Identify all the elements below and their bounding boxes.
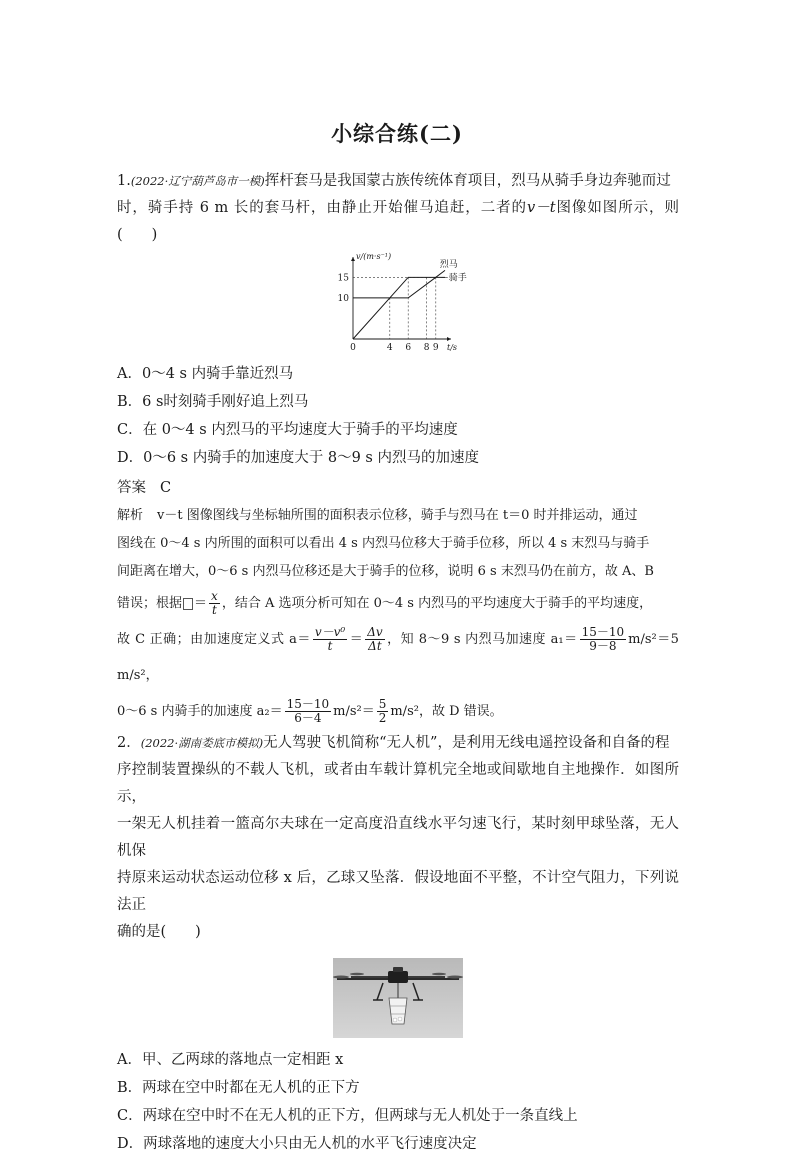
golf-ball xyxy=(393,1018,397,1022)
frac-num: x xyxy=(211,589,218,603)
propeller xyxy=(333,976,349,979)
drone-gps xyxy=(393,967,403,972)
q2-option-a: A．甲、乙两球的落地点一定相距 x xyxy=(117,1052,344,1068)
analysis-line5a: 故 C 正确；由加速度定义式 a＝ xyxy=(117,632,311,647)
q2-text-line5: 确的是( ) xyxy=(117,924,201,940)
x-tick-label: 9 xyxy=(432,343,439,353)
analysis-label: 解析 xyxy=(117,508,144,523)
placeholder-box xyxy=(183,598,193,610)
q1-source: (2022·辽宁葫芦岛市一模) xyxy=(130,174,265,188)
page-title: 小综合练(二) xyxy=(331,121,463,146)
analysis-line2: 图线在 0～4 s 内所围的面积可以看出 4 s 内烈马位移大于骑手位移，所以 4 s 末烈马与骑手 xyxy=(117,536,650,551)
frac-result xyxy=(377,698,389,725)
analysis-line3: 间距离在增大，0～6 s 内烈马位移还是大于骑手的位移，说明 6 s 末烈马仍在前方，故 A、B xyxy=(117,564,654,579)
frac-den: t xyxy=(327,639,333,653)
q2-text-line1: 无人驾驶飞机简称“无人机”，是利用无线电遥控设备和自备的程 xyxy=(263,735,670,751)
frac-x-over-t xyxy=(209,590,220,617)
series-line-rider xyxy=(353,277,445,339)
analysis-line5b: ，知 8～9 s 内烈马加速度 a₁＝ xyxy=(386,632,578,647)
q1-text-line1: 挥杆套马是我国蒙古族传统体育项目，烈马从骑手身边奔驰而过 xyxy=(264,173,671,189)
x-tick-label: 6 xyxy=(405,343,412,353)
analysis-line5c: m/s²＝5 m/s²， xyxy=(117,632,679,683)
q2-text-line2: 序控制装置操纵的不载人飞机，或者由车载计算机完全地或间歇地自主地操作．如图所示， xyxy=(117,762,679,805)
analysis-line4b: ，结合 A 选项分析可知在 0～4 s 内烈马的平均速度大于骑手的平均速度， xyxy=(221,596,653,611)
q2-text-line3: 一架无人机挂着一篮高尔夫球在一定高度沿直线水平匀速飞行，某时刻甲球坠落，无人机保 xyxy=(117,816,679,859)
frac-den: t xyxy=(212,603,217,617)
answer-label: 答案 xyxy=(117,480,146,496)
q1-option-b: B．6 s时刻骑手刚好追上烈马 xyxy=(117,394,309,410)
q1-text-line2b: 图像如图所示，则( ) xyxy=(117,200,679,243)
frac-den: 9－8 xyxy=(589,639,617,653)
analysis-line4a: 错误；根据 xyxy=(117,596,183,611)
q2-number: 2． xyxy=(117,735,141,751)
q2-option-b: B．两球在空中时都在无人机的正下方 xyxy=(117,1080,360,1096)
analysis-line5-eq: ＝ xyxy=(349,632,364,647)
vt-chart xyxy=(333,252,467,358)
series-line-horse xyxy=(353,270,445,298)
frac-den: Δt xyxy=(368,639,382,653)
drone-photo xyxy=(333,958,463,1038)
golf-basket xyxy=(389,998,407,1024)
analysis-line1: v－t 图像图线与坐标轴所围的面积表示位移，骑手与烈马在 t＝0 时并排运动，通过 xyxy=(157,508,638,523)
vt-chart-container xyxy=(333,252,467,358)
frac-a2 xyxy=(285,698,332,725)
q1-option-a: A．0～4 s 内骑手靠近烈马 xyxy=(117,366,294,382)
x-tick-label: 0 xyxy=(350,343,356,353)
frac-num: Δv xyxy=(367,625,383,639)
y-axis-arrow xyxy=(351,257,355,261)
y-tick-label: 15 xyxy=(337,273,349,284)
y-axis-label: v/(m·s⁻¹) xyxy=(356,252,392,261)
frac-a1 xyxy=(580,626,627,653)
y-tick-label: 10 xyxy=(337,293,349,304)
q1-stem xyxy=(117,168,679,249)
q1-text-line2: 时，骑手持 6 m 长的套马杆，由静止开始催马追赶，二者的 xyxy=(117,200,527,216)
content xyxy=(117,168,679,1158)
propeller xyxy=(350,973,364,976)
frac-den: 6－4 xyxy=(294,711,322,725)
analysis-line4 xyxy=(117,586,679,622)
q1-analysis xyxy=(117,502,679,730)
frac-num: 5 xyxy=(378,697,387,711)
q2-text-line4: 持原来运动状态运动位移 x 后，乙球又坠落．假设地面不平整，不计空气阻力，下列说法正 xyxy=(117,870,679,913)
frac-den: 2 xyxy=(378,711,387,725)
propeller xyxy=(432,973,446,976)
drone-body xyxy=(388,971,408,983)
q2-option-c: C．两球在空中时不在无人机的正下方，但两球与无人机处于一条直线上 xyxy=(117,1108,578,1124)
frac-num: 15－10 xyxy=(581,625,625,639)
analysis-line6c: m/s²，故 D 错误。 xyxy=(390,704,503,719)
golf-ball xyxy=(398,1017,402,1021)
propeller xyxy=(447,976,463,979)
q1-answer xyxy=(117,474,679,502)
q2-source: (2022·湖南娄底市模拟) xyxy=(140,736,264,750)
drone-image xyxy=(333,958,463,1038)
q1-number: 1. xyxy=(117,173,131,189)
series-label-horse: 烈马 xyxy=(439,260,458,271)
series-label-rider: 骑手 xyxy=(448,273,467,284)
frac-num: 15－10 xyxy=(286,697,330,711)
q2-stem xyxy=(117,730,679,946)
frac-accel-def xyxy=(313,626,347,653)
frac-dv-dt xyxy=(365,626,384,653)
frac-num: v－v⁰ xyxy=(314,625,346,639)
answer-value: C xyxy=(160,480,172,496)
x-axis-arrow xyxy=(447,337,451,341)
x-tick-label: 4 xyxy=(386,343,393,353)
x-axis-label: t/s xyxy=(447,343,458,352)
q1-option-c: C．在 0～4 s 内烈马的平均速度大于骑手的平均速度 xyxy=(117,422,458,438)
analysis-line5 xyxy=(117,622,679,694)
analysis-line6b: m/s²＝ xyxy=(333,704,375,719)
q1-option-d: D．0～6 s 内骑手的加速度大于 8～9 s 内烈马的加速度 xyxy=(117,450,479,466)
analysis-line4-eq: ＝ xyxy=(194,596,208,611)
analysis-line6a: 0～6 s 内骑手的加速度 a₂＝ xyxy=(117,704,283,719)
x-tick-label: 8 xyxy=(423,343,430,353)
analysis-line6 xyxy=(117,694,679,730)
q1-vt: v－t xyxy=(527,200,556,216)
q2-option-d: D．两球落地的速度大小只由无人机的水平飞行速度决定 xyxy=(117,1136,477,1152)
